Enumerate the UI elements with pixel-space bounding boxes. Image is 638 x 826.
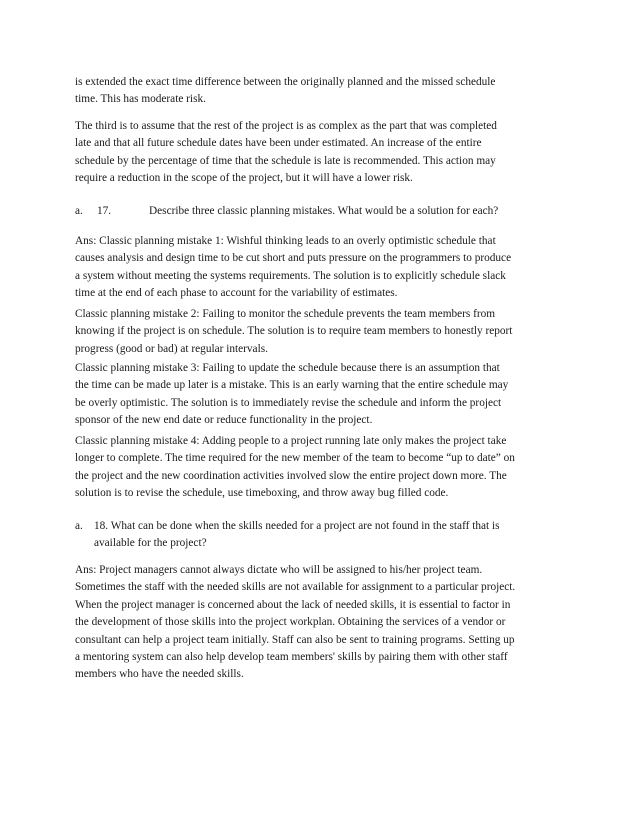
paragraph-third-assumption	[75, 118, 570, 188]
text-line: time. This has moderate risk.	[75, 93, 206, 106]
text-line: a mentoring system can also help develop team members' skills by pairing them with other staff	[75, 651, 508, 664]
text-line: Ans: Classic planning mistake 1: Wishful thinking leads to an overly optimistic schedule that	[75, 235, 496, 247]
text-line: the project and the new coordination activities involved slow the entire project down more. The	[75, 469, 507, 482]
question-letter: a.	[75, 520, 83, 532]
text-line: is extended the exact time difference between the originally planned and the missed schedule	[75, 76, 496, 88]
text-line: sponsor of the new end date or reduce functionality in the project.	[75, 414, 373, 427]
text-line: progress (good or bad) at regular intervals.	[75, 342, 268, 355]
paragraph-moderate-risk	[75, 74, 570, 109]
text-line: a system without meeting the systems requirements. The solution is to explicitly schedule slack	[75, 269, 506, 282]
text-line: consultant can help a project team initially. Staff can also be sent to training programs. Setting up	[75, 633, 515, 646]
answer-mistake-2	[75, 306, 570, 358]
text-line: the time can be made up later is a mistake. This is an early warning that the entire schedule may	[75, 379, 509, 392]
text-line: Ans: Project managers cannot always dictate who will be assigned to his/her project team.	[75, 564, 483, 576]
text-line: members who have the needed skills.	[75, 668, 244, 681]
text-line: solution is to revise the schedule, use timeboxing, and throw away bug filled code.	[75, 487, 449, 500]
answer-mistake-4	[75, 433, 570, 503]
text-line: longer to complete. The time required for the new member of the team to become “up to date” on	[75, 452, 515, 465]
text-line: Classic planning mistake 2: Failing to monitor the schedule prevents the team members from	[75, 308, 496, 320]
answer-mistake-3	[75, 360, 570, 430]
text-line: knowing if the project is on schedule. The solution is to require team members to honestly report	[75, 325, 513, 338]
answer-mistake-1	[75, 233, 570, 303]
question-number: 17.	[97, 205, 112, 217]
text-line: time at the end of each phase to account for the variability of estimates.	[75, 287, 398, 300]
text-line: When the project manager is concerned about the lack of needed skills, it is essential to factor in	[75, 598, 511, 611]
question-text-line: available for the project?	[94, 537, 207, 550]
question-text-line: 18. What can be done when the skills needed for a project are not found in the staff that is	[94, 520, 500, 532]
text-line: Classic planning mistake 3: Failing to update the schedule because there is an assumption that	[75, 362, 500, 374]
question-text: Describe three classic planning mistakes. What would be a solution for each?	[149, 205, 499, 217]
text-line: schedule by the percentage of time that the schedule is late is recommended. This action may	[75, 154, 496, 167]
text-line: Classic planning mistake 4: Adding people to a project running late only makes the project take	[75, 435, 507, 447]
answer-18	[75, 562, 570, 684]
text-line: require a reduction in the scope of the project, but it will have a lower risk.	[75, 172, 413, 185]
text-line: the development of those skills into the project workplan. Obtaining the services of a vendor or	[75, 616, 506, 629]
text-line: be overly optimistic. The solution is to immediately revise the schedule and inform the project	[75, 396, 502, 409]
question-letter: a.	[75, 205, 83, 217]
text-line: causes analysis and design time to be cut short and puts pressure on the programmers to produce	[75, 252, 512, 265]
text-line: late and that all future schedule dates have been under estimated. An increase of the entire	[75, 137, 482, 150]
text-line: Sometimes the staff with the needed skills are not available for assignment to a particular project.	[75, 581, 516, 594]
text-line: The third is to assume that the rest of the project is as complex as the part that was completed	[75, 120, 497, 132]
